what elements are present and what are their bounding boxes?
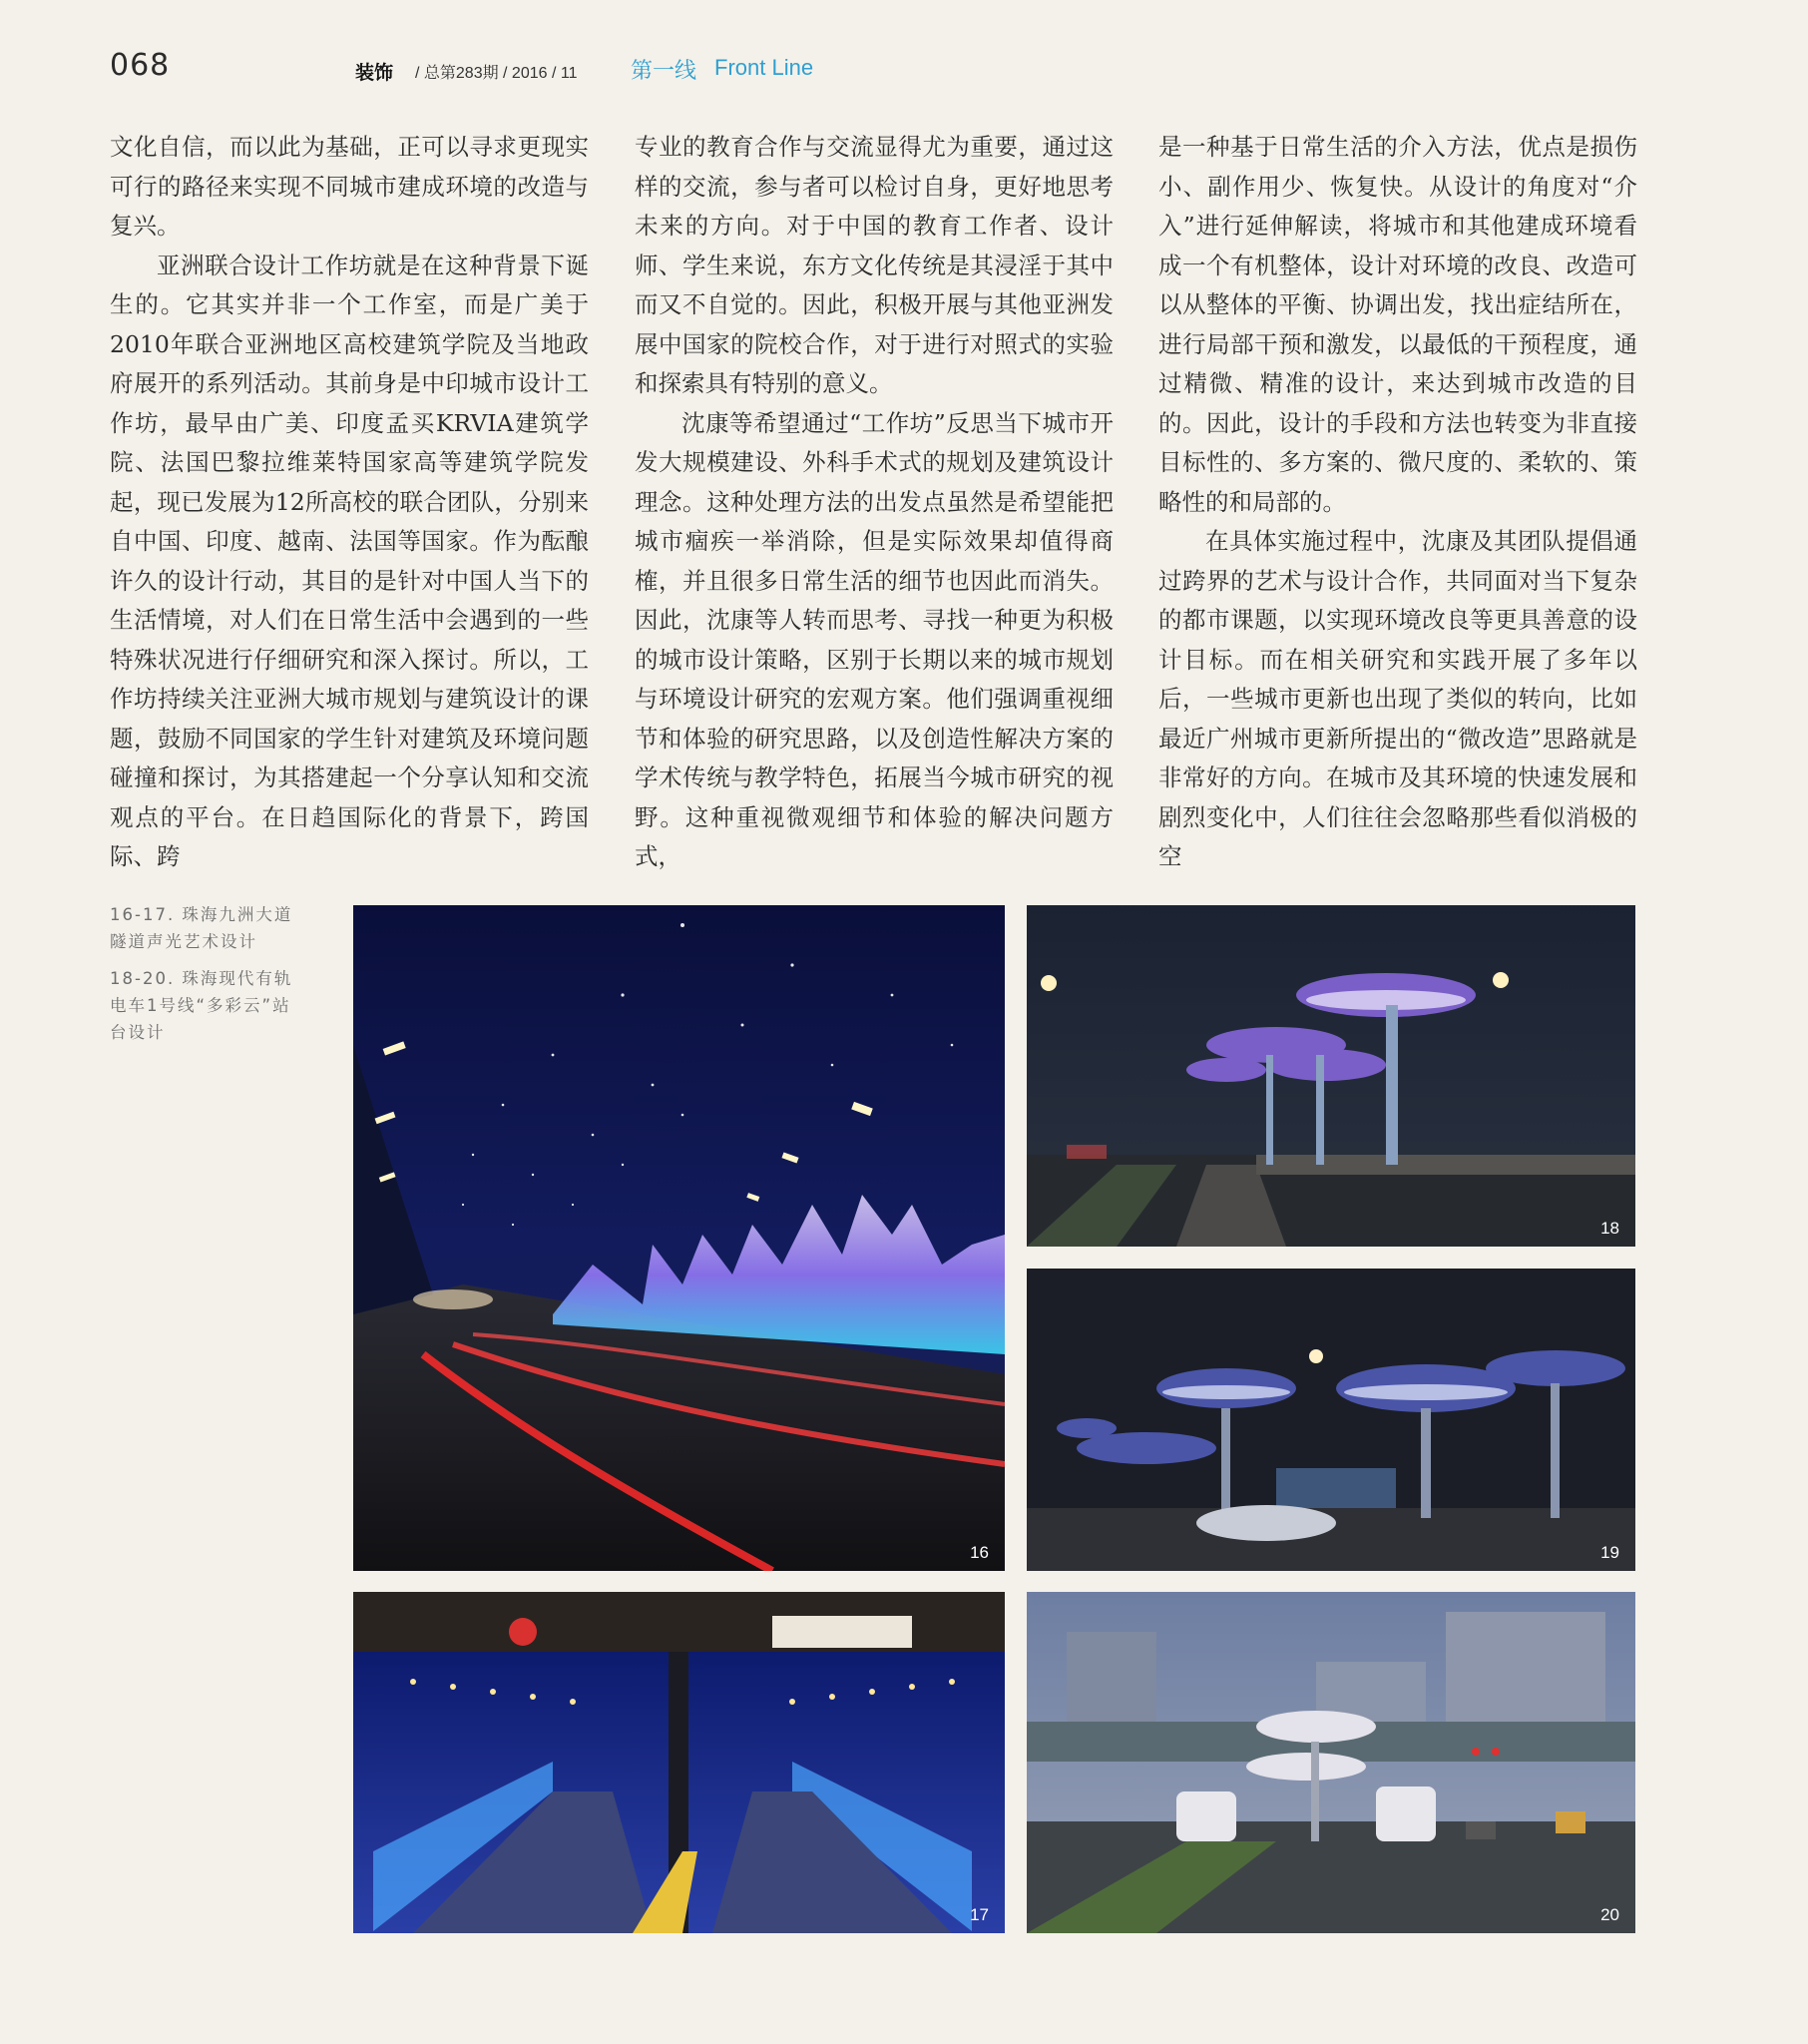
tram-station-canopies-photo bbox=[1027, 1269, 1635, 1571]
section-title-en: Front Line bbox=[714, 55, 814, 80]
photo-number: 18 bbox=[1600, 1219, 1619, 1238]
paragraph: 专业的教育合作与交流显得尤为重要，通过这样的交流，参与者可以检讨自身，更好地思考未来的方向。对于中国的教育工作者、设计师、学生来说，东方文化传统是其浸淫于其中而又不自觉的。因此，积极开展与其他亚洲发展中国家的院校合作，对于进行对照式的实验和探索具有特别的意义。 bbox=[635, 133, 1114, 397]
photo-caption-16-17: 16-17. 珠海九洲大道隧道声光艺术设计 bbox=[110, 905, 293, 951]
issue-info: / 总第283期 / 2016 / 11 bbox=[415, 65, 578, 82]
photo-18 bbox=[1027, 905, 1635, 1247]
photo-19 bbox=[1027, 1269, 1635, 1571]
photo-16 bbox=[353, 905, 1005, 1571]
photo-number: 20 bbox=[1600, 1905, 1619, 1924]
paragraph: 文化自信，而以此为基础，正可以寻求更现实可行的路径来实现不同城市建成环境的改造与复兴。 bbox=[110, 133, 589, 240]
paragraph: 在具体实施过程中，沈康及其团队提倡通过跨界的艺术与设计合作，共同面对当下复杂的都市课题，以实现环境改良等更具善意的设计目标。而在相关研究和实践开展了多年以后，一些城市更新也出现了类似的转向，比如最近广州城市更新所提出的“微改造”思路就是非常好的方向。在城市及其环境的快速发展和剧烈变化中，人们往往会忽略那些看似消极的空 bbox=[1158, 527, 1637, 870]
page-header bbox=[110, 48, 1706, 88]
text-column-3 bbox=[1158, 128, 1637, 877]
photo-17 bbox=[353, 1592, 1005, 1933]
photo-number: 16 bbox=[970, 1543, 989, 1562]
paragraph: 亚洲联合设计工作坊就是在这种背景下诞生的。它其实并非一个工作室，而是广美于2010年联合亚洲地区高校建筑学院及当地政府展开的系列活动。其前身是中印城市设计工作坊，最早由广美、印度孟买KRVIA建筑学院、法国巴黎拉维莱特国家高等建筑学院发起，现已发展为12所高校的联合团队，分别来自中国、印度、越南、法国等国家。作为酝酿许久的设计行动，其目的是针对中国人当下的生活情境，对人们在日常生活中会遇到的一些特殊状况进行仔细研究和深入探讨。所以，工作坊持续关注亚洲大城市规划与建筑设计的课题，鼓励不同国家的学生针对建筑及环境问题碰撞和探讨，为其搭建起一个分享认知和交流观点的平台。在日趋国际化的背景下，跨国际、跨 bbox=[110, 251, 589, 870]
tram-station-dusk-photo bbox=[1027, 1592, 1635, 1933]
twin-tunnel-photo bbox=[353, 1592, 1005, 1933]
paragraph: 是一种基于日常生活的介入方法，优点是损伤小、副作用少、恢复快。从设计的角度对“介入”进行延伸解读，将城市和其他建成环境看成一个有机整体，设计对环境的改良、改造可以从整体的平衡、协调出发，找出症结所在，进行局部干预和激发，以最低的干预程度，通过精微、精准的设计，来达到城市改造的目的。因此，设计的手段和方法也转变为非直接目标性的、多方案的、微尺度的、柔软的、策略性的和局部的。 bbox=[1158, 133, 1637, 516]
photo-20 bbox=[1027, 1592, 1635, 1933]
magazine-logo: 装饰 bbox=[355, 62, 394, 84]
page-number: 068 bbox=[110, 48, 171, 83]
photo-number: 19 bbox=[1600, 1543, 1619, 1562]
text-column-2 bbox=[635, 128, 1114, 877]
text-column-1 bbox=[110, 128, 589, 877]
tunnel-light-art-photo bbox=[353, 905, 1005, 1571]
photo-number: 17 bbox=[970, 1905, 989, 1924]
photo-caption-18-20: 18-20. 珠海现代有轨电车1号线“多彩云”站台设计 bbox=[110, 969, 293, 1042]
tram-station-night-photo bbox=[1027, 905, 1635, 1247]
paragraph: 沈康等希望通过“工作坊”反思当下城市开发大规模建设、外科手术式的规划及建筑设计理念。这种处理方法的出发点虽然是希望能把城市痼疾一举消除，但是实际效果却值得商榷，并且很多日常生活的细节也因此而消失。因此，沈康等人转而思考、寻找一种更为积极的城市设计策略，区别于长期以来的城市规划与环境设计研究的宏观方案。他们强调重视细节和体验的研究思路，以及创造性解决方案的学术传统与教学特色，拓展当今城市研究的视野。这种重视微观细节和体验的解决问题方式， bbox=[635, 408, 1114, 870]
section-title-cn: 第一线 bbox=[631, 59, 697, 84]
